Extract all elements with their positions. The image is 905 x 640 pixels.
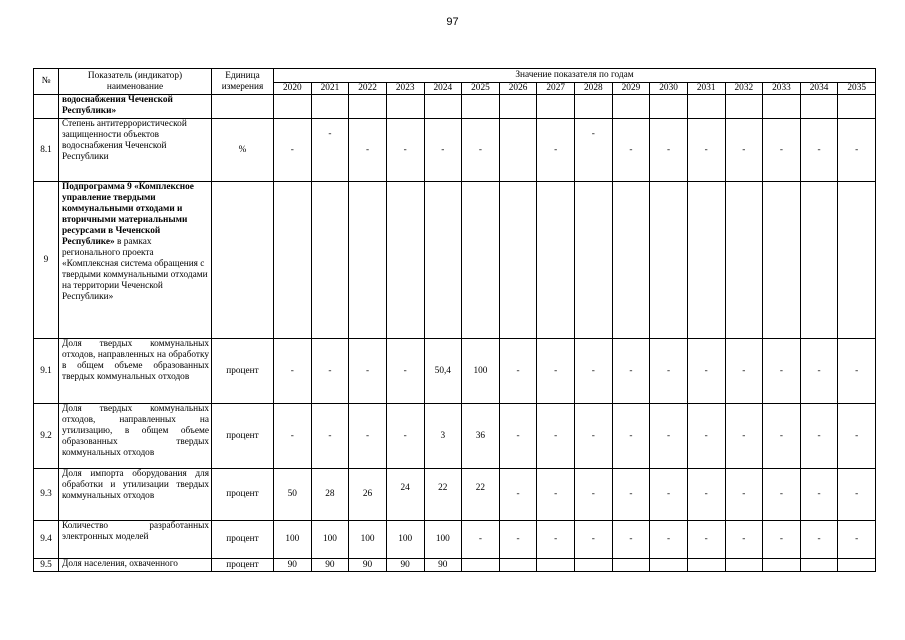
table-row [34,95,876,119]
value-cell: - [575,469,613,521]
value-cell: - [838,339,876,404]
value-cell [575,95,613,119]
value-cell: - [274,119,312,182]
row-unit: процент [212,521,274,559]
table-row [34,339,876,404]
row-indicator-name: Доля населения, охваченного [59,559,212,572]
value-cell: - [763,469,801,521]
value-cell [386,182,424,339]
row-unit [212,182,274,339]
value-cell: - [499,404,537,469]
value-cell [687,95,725,119]
value-cell: - [687,521,725,559]
value-cell: - [687,469,725,521]
value-cell: - [575,404,613,469]
value-cell: - [800,119,838,182]
value-cell [311,182,349,339]
value-cell [499,119,537,182]
value-cell: - [537,339,575,404]
value-cell: - [612,404,650,469]
header-year: 2023 [386,83,424,95]
row-num: 9.5 [34,559,59,572]
value-cell [763,559,801,572]
row-unit: % [212,119,274,182]
page-number: 97 [446,16,459,28]
row-num [34,95,59,119]
header-year: 2020 [274,83,312,95]
value-cell [800,182,838,339]
value-cell: - [537,404,575,469]
value-cell: 100 [311,521,349,559]
row-unit: процент [212,559,274,572]
value-cell [725,182,763,339]
value-cell: - [838,469,876,521]
header-year: 2035 [838,83,876,95]
value-cell [537,95,575,119]
value-cell: 90 [311,559,349,572]
value-cell: 90 [424,559,462,572]
value-cell: - [311,119,349,182]
value-cell: 28 [311,469,349,521]
value-cell: - [349,339,387,404]
value-cell: - [386,404,424,469]
value-cell: - [725,339,763,404]
value-cell [800,95,838,119]
row-unit: процент [212,469,274,521]
header-year: 2022 [349,83,387,95]
header-year: 2025 [462,83,500,95]
value-cell [424,182,462,339]
value-cell: 100 [274,521,312,559]
value-cell [274,95,312,119]
value-cell: - [838,119,876,182]
table-row [34,559,876,572]
value-cell [838,182,876,339]
row-num: 9.3 [34,469,59,521]
value-cell [687,182,725,339]
value-cell: 100 [462,339,500,404]
value-cell: - [537,469,575,521]
value-cell [838,559,876,572]
value-cell: - [274,339,312,404]
value-cell: 90 [349,559,387,572]
value-cell: - [537,521,575,559]
value-cell: - [650,469,688,521]
subprogram-project: в рамках регионального проекта «Комплексная система обращения с твердыми коммунальными отходами на территории Чеченской Республики» [62,237,208,302]
value-cell: - [537,119,575,182]
value-cell: - [650,119,688,182]
value-cell: - [575,521,613,559]
value-cell: - [838,521,876,559]
value-cell: - [725,119,763,182]
value-cell: - [763,119,801,182]
row-unit: процент [212,404,274,469]
header-year: 2028 [575,83,613,95]
value-cell [800,559,838,572]
value-cell: - [612,339,650,404]
value-cell [838,95,876,119]
value-cell: - [687,119,725,182]
value-cell: 22 [462,469,500,521]
value-cell: 36 [462,404,500,469]
value-cell [462,559,500,572]
value-cell [462,95,500,119]
value-cell: 100 [386,521,424,559]
value-cell: - [499,521,537,559]
value-cell [575,182,613,339]
row-indicator-name: Количество разработанных электронных моделей [59,521,212,559]
table-row [34,521,876,559]
row-num: 9.1 [34,339,59,404]
value-cell: - [386,339,424,404]
table-row [34,469,876,521]
value-cell [424,95,462,119]
value-cell: - [838,404,876,469]
value-cell: - [462,119,500,182]
header-values-by-year: Значение показателя по годам [274,69,876,83]
value-cell [537,182,575,339]
value-cell [499,95,537,119]
value-cell [349,95,387,119]
table-row [34,404,876,469]
value-cell: - [800,404,838,469]
value-cell: - [612,521,650,559]
header-year: 2024 [424,83,462,95]
value-cell [725,95,763,119]
value-cell: - [687,404,725,469]
value-cell: 22 [424,469,462,521]
value-cell [650,559,688,572]
row-num: 9.4 [34,521,59,559]
row-unit [212,95,274,119]
value-cell: - [725,521,763,559]
value-cell: - [612,119,650,182]
header-year: 2021 [311,83,349,95]
value-cell: - [274,404,312,469]
value-cell [274,182,312,339]
value-cell: - [612,469,650,521]
header-year: 2029 [612,83,650,95]
value-cell: - [349,404,387,469]
header-unit: Единица измерения [212,69,274,95]
value-cell: 100 [349,521,387,559]
table-row [34,119,876,182]
value-cell: - [725,469,763,521]
value-cell: 100 [424,521,462,559]
value-cell [687,559,725,572]
value-cell: - [725,404,763,469]
header-year: 2031 [687,83,725,95]
value-cell: - [650,339,688,404]
value-cell [725,559,763,572]
row-unit: процент [212,339,274,404]
value-cell: 24 [386,469,424,521]
value-cell: - [499,339,537,404]
row-indicator-name: Доля твердых коммунальных отходов, направленных на утилизацию, в общем объеме образованных твердых коммунальных отходов [59,404,212,469]
value-cell [763,95,801,119]
value-cell [612,95,650,119]
value-cell: - [499,469,537,521]
value-cell [612,182,650,339]
value-cell: - [687,339,725,404]
value-cell: - [462,521,500,559]
table-row [34,182,876,339]
subprogram-title: Подпрограмма 9 «Комплексное управление твердыми коммунальными отходами и вторичными материальными ресурсами в Чеченской Республике» [62,182,194,247]
value-cell [650,182,688,339]
header-year: 2027 [537,83,575,95]
value-cell: - [311,339,349,404]
value-cell [499,182,537,339]
row-indicator-name [59,182,212,339]
value-cell: - [763,339,801,404]
value-cell: - [575,119,613,182]
row-indicator-name: Доля твердых коммунальных отходов, направленных на обработку в общем объеме образованных твердых коммунальных отходов [59,339,212,404]
value-cell: 90 [274,559,312,572]
value-cell: 50 [274,469,312,521]
indicator-table [33,68,876,572]
value-cell [537,559,575,572]
header-year: 2033 [763,83,801,95]
value-cell: 50,4 [424,339,462,404]
value-cell: 3 [424,404,462,469]
value-cell: - [349,119,387,182]
value-cell [386,95,424,119]
value-cell: - [650,404,688,469]
value-cell: - [650,521,688,559]
header-year: 2032 [725,83,763,95]
value-cell [349,182,387,339]
value-cell: 26 [349,469,387,521]
value-cell: - [800,339,838,404]
row-indicator-name: водоснабжения Чеченской Республики» [59,95,212,119]
value-cell: - [424,119,462,182]
row-indicator-name: Доля импорта оборудования для обработки и утилизации твердых коммунальных отходов [59,469,212,521]
value-cell: - [311,404,349,469]
row-num: 9.2 [34,404,59,469]
value-cell [650,95,688,119]
row-num: 8.1 [34,119,59,182]
value-cell: - [763,404,801,469]
value-cell [462,182,500,339]
value-cell: - [800,469,838,521]
value-cell: 90 [386,559,424,572]
value-cell: - [800,521,838,559]
value-cell: - [575,339,613,404]
value-cell [763,182,801,339]
header-year: 2026 [499,83,537,95]
header-year: 2030 [650,83,688,95]
row-num: 9 [34,182,59,339]
header-year: 2034 [800,83,838,95]
header-num: № [34,69,59,95]
header-indicator: Показатель (индикатор) наименование [59,69,212,95]
value-cell: - [763,521,801,559]
value-cell [499,559,537,572]
value-cell: - [386,119,424,182]
value-cell [612,559,650,572]
row-indicator-name: Степень антитеррористической защищенности объектов водоснабжения Чеченской Республики [59,119,212,182]
value-cell [575,559,613,572]
value-cell [311,95,349,119]
